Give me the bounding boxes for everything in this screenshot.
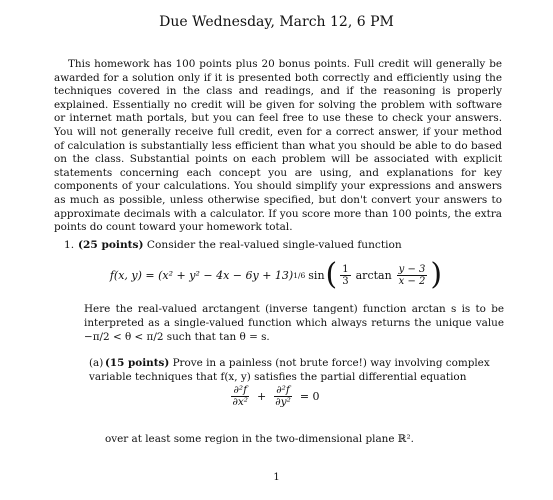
equation-sin: sin (308, 268, 325, 282)
problem-text: Consider the real-valued single-valued function (143, 239, 402, 251)
right-paren: ) (430, 257, 443, 292)
argument-numerator: y − 3 (398, 263, 426, 275)
intro-paragraph: This homework has 100 points plus 20 bonus points. Full credit will generally be awarded for a solution only if it is presented both correctly and efficiently using the techniques covered in the class and readings, and if the reasoning is properly explained. Essentially no credit will be given for solving the problem with software or internet math portals, but you can feel free to use these to check your answers. You will not generally receive full credit, even for a correct answer, if your method of calculation is substantially less efficient than what you should be able to do based on the class. Substantial points on each problem will be associated with explicit statements concerning each concept you are using, and explanations for key components of your calculations. You should simplify your expressions and answers as much as possible, unless otherwise specified, but don't convert your answers to approximate decimals with a calculator. If you score more than 100 points, the extra points do count toward your homework total. (54, 58, 502, 234)
problem-1-statement (64, 238, 504, 252)
pde-term-y-numerator: ∂²f (276, 384, 290, 396)
problem-points: (25 points) (78, 239, 144, 251)
part-a (89, 356, 504, 384)
one-third-fraction (340, 264, 350, 287)
equation-exponent: 1/6 (293, 270, 306, 280)
laplace-equation (0, 385, 553, 408)
pde-term-y (273, 385, 293, 408)
part-a-text: Prove in a painless (not brute force!) way involving complex variable techniques that f(x, y) satisfies the partial differential equation (89, 357, 490, 383)
fraction-denominator: 3 (342, 275, 349, 287)
pde-term-x-denominator: ∂x² (232, 396, 249, 408)
arctan-argument-fraction (397, 264, 428, 287)
equation-arctan: arctan (355, 268, 392, 282)
left-paren: ( (325, 257, 338, 292)
fraction-numerator: 1 (342, 263, 349, 275)
part-a-points: (15 points) (105, 357, 170, 369)
part-a-after-text: over at least some region in the two-dimensional plane ℝ². (105, 433, 414, 445)
part-a-label: (a) (89, 357, 104, 369)
pde-term-x (230, 385, 250, 408)
page-number: 1 (273, 472, 280, 483)
equation-lhs: f(x, y) = (x² + y² − 4x − 6y + 13) (109, 268, 294, 282)
pde-term-y-denominator: ∂y² (275, 396, 291, 408)
function-equation (0, 257, 553, 292)
argument-denominator: x − 2 (398, 275, 426, 287)
pde-plus: + (257, 390, 267, 403)
problem-number: 1. (64, 239, 75, 251)
pde-rhs: = 0 (299, 390, 320, 403)
due-date-heading: Due Wednesday, March 12, 6 PM (159, 14, 394, 30)
pde-term-x-numerator: ∂²f (233, 384, 247, 396)
arctan-explanation: Here the real-valued arctangent (inverse tangent) function arctan s is to be interpreted as a single-valued function which always returns the unique value −π/2 < θ < π/2 such that tan θ = s. (84, 303, 504, 343)
